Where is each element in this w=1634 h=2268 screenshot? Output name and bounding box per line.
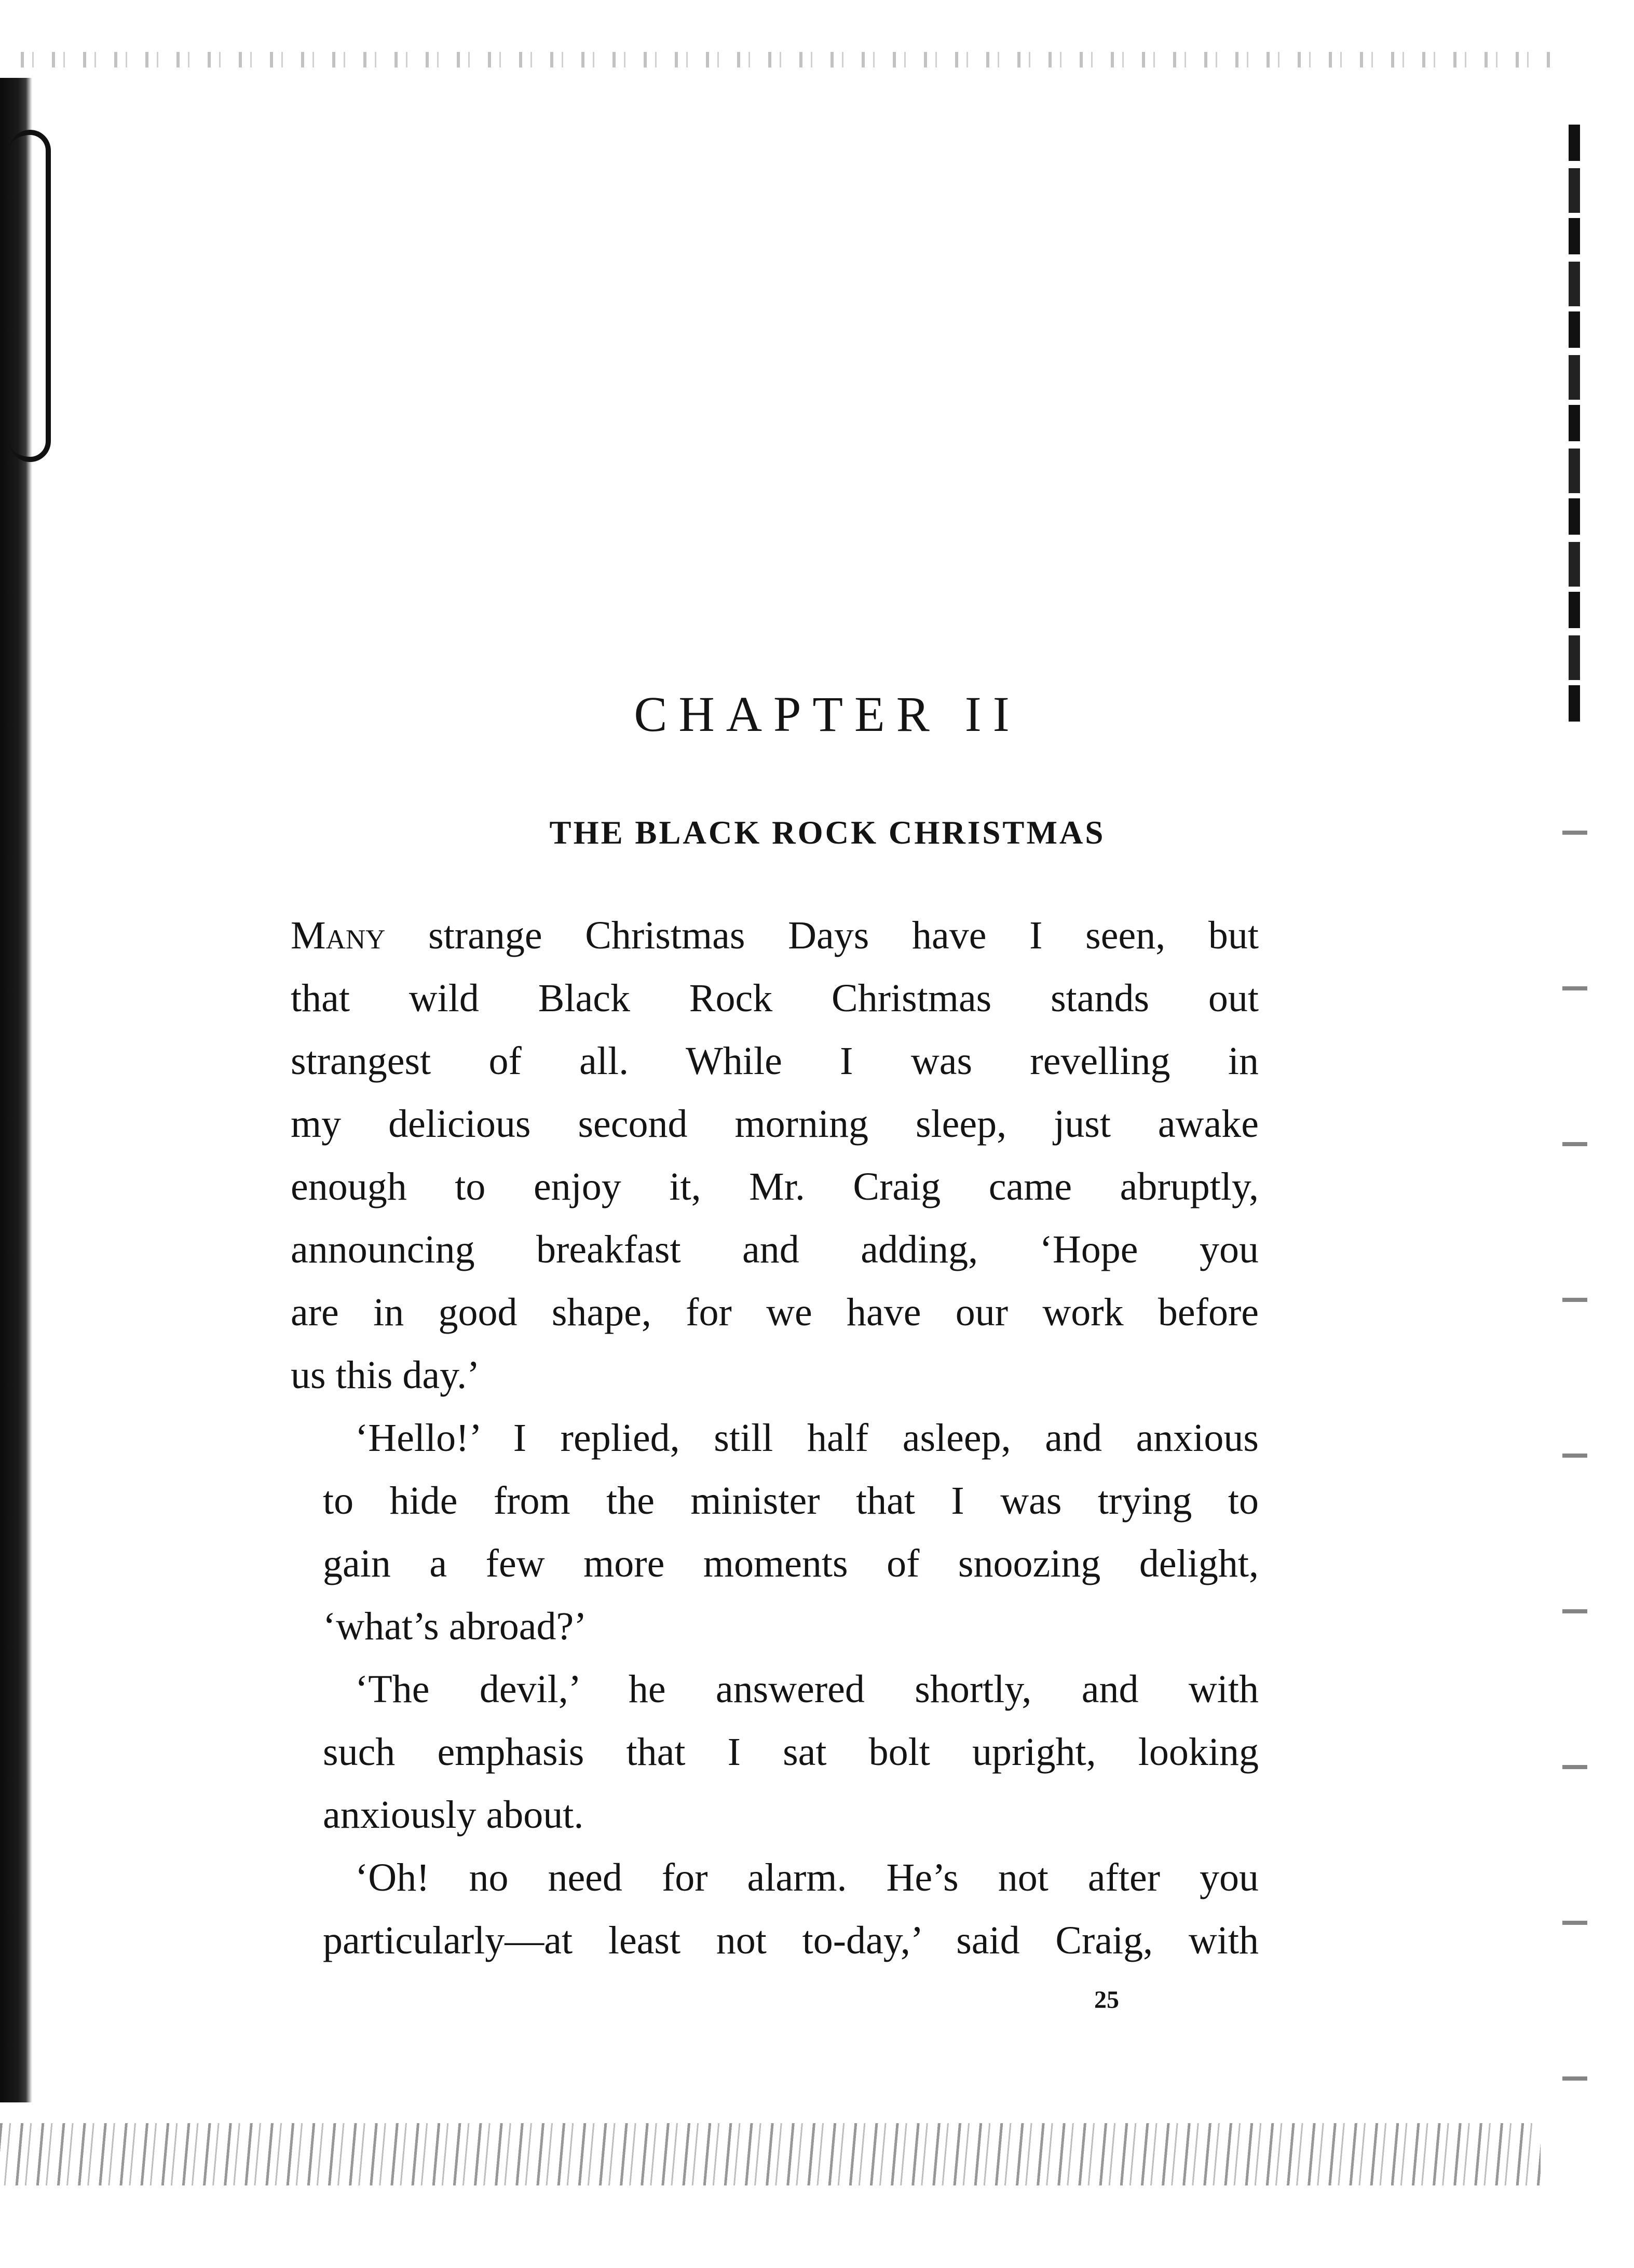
text-line: such emphasis that I sat bolt upright, looking [323,1730,1259,1774]
text-line: us this day.’ [291,1353,480,1397]
page-right-edge-marks [1569,125,1580,727]
text-line: ‘Oh! no need for alarm. He’s not after you [355,1856,1259,1899]
drop-word: Many [291,914,386,957]
text-line: ‘The devil,’ he answered shortly, and with [355,1667,1259,1711]
paragraph-3 [291,1658,1259,1846]
text-line: gain a few more moments of snoozing delight, [323,1542,1259,1585]
page-bottom-edge-noise [0,2123,1541,2185]
paragraph-2 [291,1407,1259,1658]
text-line-content: strange Christmas Days have I seen, but [428,914,1259,957]
text-line: that wild Black Rock Christmas stands out [291,976,1259,1020]
text-line: strangest of all. While I was revelling in [291,1039,1259,1083]
page-number: 25 [1094,1986,1119,2014]
page-right-edge-ticks [1562,748,1587,2149]
chapter-subtitle: THE BLACK ROCK CHRISTMAS [549,814,1106,851]
text-line: to hide from the minister that I was trying to [323,1479,1259,1523]
paragraph-4 [291,1846,1259,1972]
text-line: particularly—at least not to-day,’ said Craig, with [323,1919,1259,1962]
text-line: ‘Hello!’ I replied, still half asleep, and anxious [355,1416,1259,1460]
chapter-body [291,904,1259,1972]
text-line: announcing breakfast and adding, ‘Hope you [291,1228,1259,1271]
text-line: are in good shape, for we have our work before [291,1291,1259,1334]
text-line: my delicious second morning sleep, just awake [291,1102,1259,1146]
text-line: enough to enjoy it, Mr. Craig came abruptly, [291,1165,1259,1208]
text-line: anxiously about. [323,1793,584,1837]
text-line [291,904,1259,967]
page-top-edge-noise [21,52,1556,67]
chapter-title: CHAPTER II [634,686,1021,742]
text-line: ‘what’s abroad?’ [323,1605,587,1648]
binding-cord [9,130,51,462]
paragraph-1 [291,904,1259,1407]
